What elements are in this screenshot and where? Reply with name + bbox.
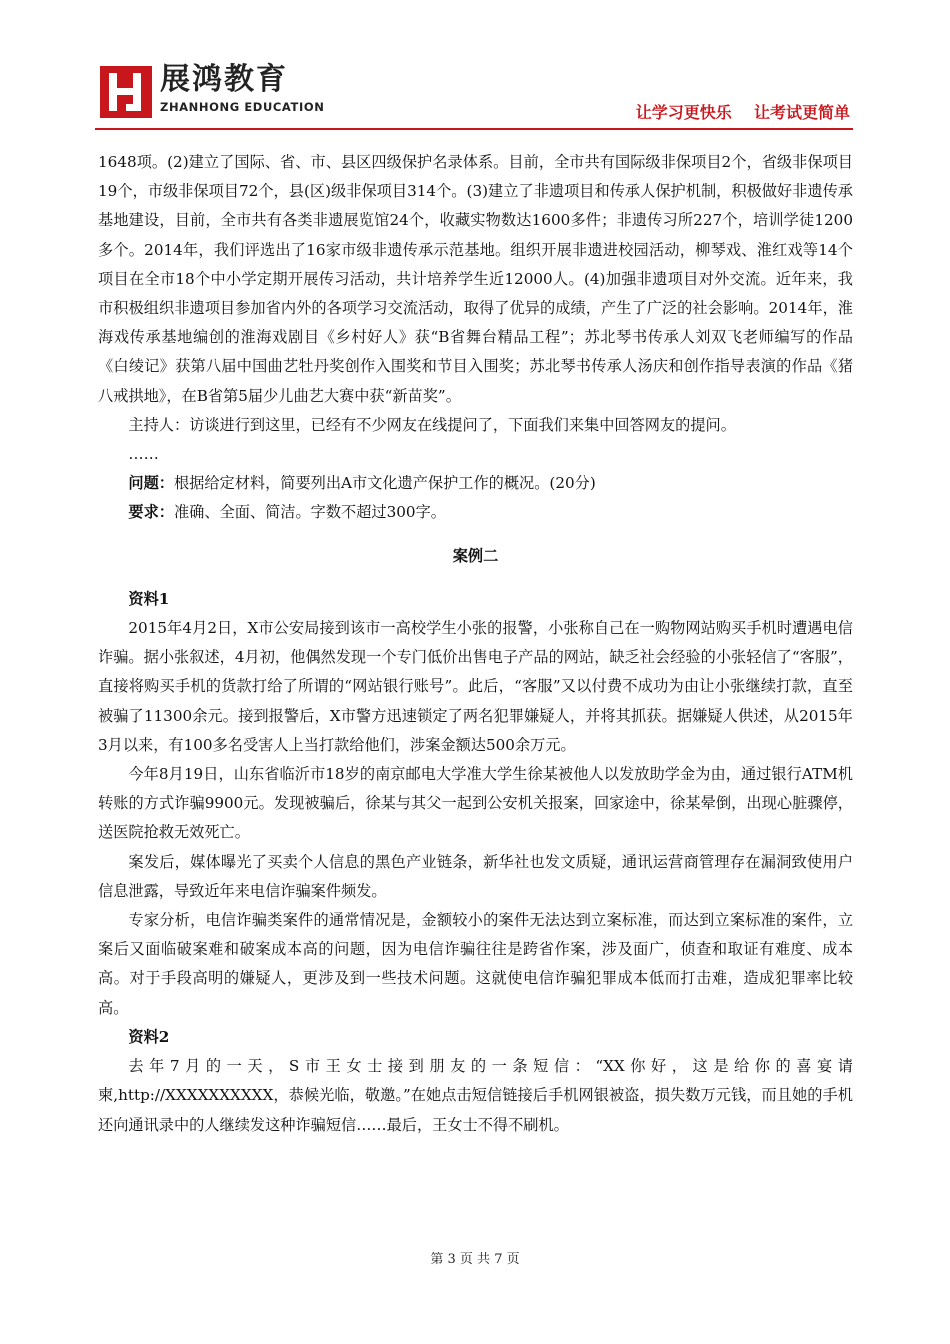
ellipsis: ……	[128, 445, 159, 464]
material-1-paragraph: 案发后，媒体曝光了买卖个人信息的黑色产业链条，新华社也发文质疑，通讯运营商管理存在漏洞致使用户信息泄露，导致近年来电信诈骗案件频发。	[98, 852, 853, 900]
material-2-paragraph: 去年7月的一天，S市王女士接到朋友的一条短信：“XX你好，这是给你的喜宴请柬,http://XXXXXXXXXX，恭候光临，敬邀。”在她点击短信链接后手机网银被盗，损失数万元钱，而且她的手机还向通讯录中的人继续发这种诈骗短信……最后，王女士不得不刷机。	[98, 1057, 853, 1134]
material-2-title: 资料2	[128, 1027, 170, 1046]
zhanhong-logo-icon	[100, 66, 152, 118]
question-label: 问题：	[128, 474, 174, 493]
header-slogan: 让学习更快乐 让考试更简单	[635, 103, 850, 122]
question	[98, 469, 853, 498]
brand-name-cn: 展鸿教育	[160, 62, 288, 97]
page-number: 第 3 页 共 7 页	[430, 1252, 520, 1267]
page-header	[0, 0, 950, 130]
body-paragraph: 1648项。(2)建立了国际、省、市、县区四级保护名录体系。目前，全市共有国际级非保项目2个，省级非保项目19个，市级非保项目72个，县(区)级非保项目314个。(3)建立了非遗项目和传承人保护机制，积极做好非遗传承基地建设，目前，全市共有各类非遗展览馆24个，收藏实物数达1600多件；非遗传习所227个，培训学徒1200多个。2014年，我们评选出了16家市级非遗传承示范基地。组织开展非遗进校园活动，柳琴戏、淮红戏等14个项目在全市18个中小学定期开展传习活动，共计培养学生近12000人。(4)加强非遗项目对外交流。近年来，我市积极组织非遗项目参加省内外的各项学习交流活动，取得了优异的成绩，产生了广泛的社会影响。2014年，淮海戏传承基地编创的淮海戏剧目《乡村好人》获“B省舞台精品工程”；苏北琴书传承人刘双飞老师编写的作品《白绫记》获第八届中国曲艺牡丹奖创作入围奖和节目入围奖；苏北琴书传承人汤庆和创作指导表演的作品《猪八戒拱地》，在B省第5届少儿曲艺大赛中获“新苗奖”。	[98, 153, 853, 405]
host-paragraph: 主持人：访谈进行到这里，已经有不少网友在线提问了，下面我们来集中回答网友的提问。	[128, 415, 736, 434]
header-divider	[95, 128, 853, 130]
requirement-text: 准确、全面、简洁。字数不超过300字。	[173, 503, 446, 522]
case-title: 案例二	[452, 546, 499, 565]
material-1-title: 资料1	[128, 589, 170, 608]
requirement-label: 要求：	[128, 503, 174, 522]
material-1-paragraph: 2015年4月2日，X市公安局接到该市一高校学生小张的报警，小张称自己在一购物网站购买手机时遭遇电信诈骗。据小张叙述，4月初，他偶然发现一个专门低价出售电子产品的网站，缺乏社会经验的小张轻信了“客服”，直接将购买手机的货款打给了所谓的“网站银行账号”。此后，“客服”又以付费不成功为由让小张继续打款，直至被骗了11300余元。接到报警后，X市警方迅速锁定了两名犯罪嫌疑人，并将其抓获。据嫌疑人供述，从2015年3月以来，有100多名受害人上当打款给他们，涉案金额达500余万元。	[98, 619, 853, 754]
question-text: 根据给定材料，简要列出A市文化遗产保护工作的概况。(20分)	[173, 474, 596, 493]
brand-name-en: ZHANHONG EDUCATION	[160, 100, 325, 114]
requirement	[98, 498, 853, 527]
material-1-paragraph: 今年8月19日，山东省临沂市18岁的南京邮电大学准大学生徐某被他人以发放助学金为由，通过银行ATM机转账的方式诈骗9900元。发现被骗后，徐某与其父一起到公安机关报案，回家途中，徐某晕倒，出现心脏骤停，送医院抢救无效死亡。	[98, 765, 853, 842]
material-1-paragraph: 专家分析，电信诈骗类案件的通常情况是，金额较小的案件无法达到立案标准，而达到立案标准的案件，立案后又面临破案难和破案成本高的问题，因为电信诈骗往往是跨省作案，涉及面广，侦查和取证有难度、成本高。对于手段高明的嫌疑人，更涉及到一些技术问题。这就使电信诈骗犯罪成本低而打击难，造成犯罪率比较高。	[98, 911, 853, 1017]
page-content	[98, 148, 853, 1140]
